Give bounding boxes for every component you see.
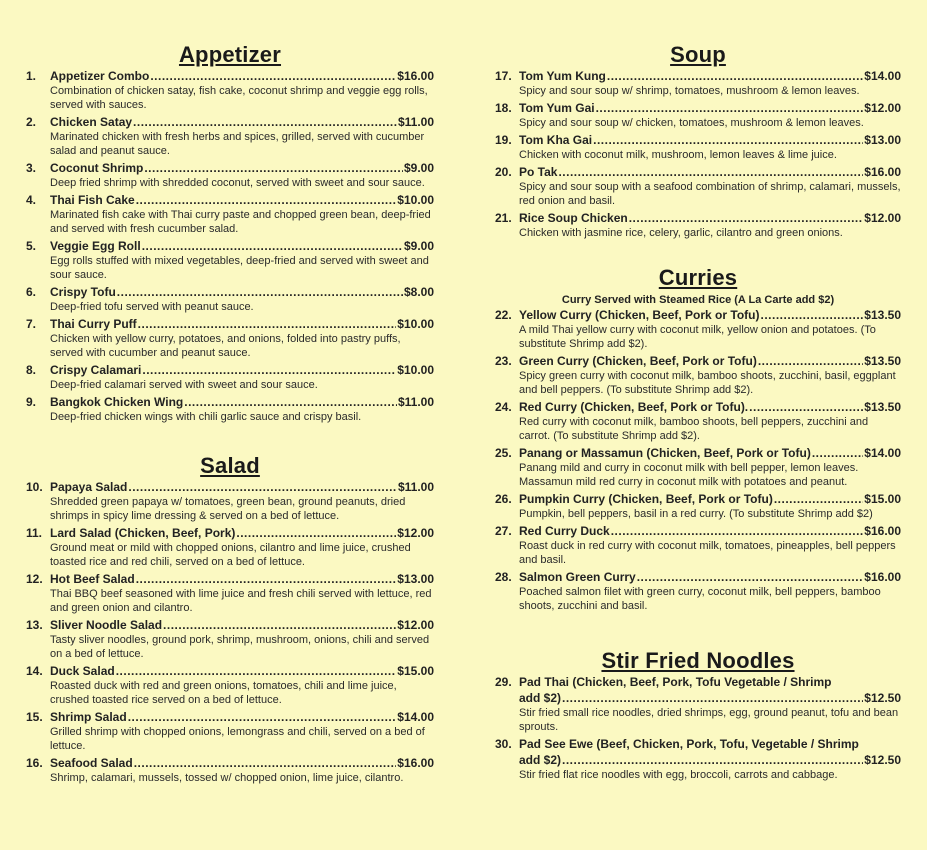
- item-description: Combination of chicken satay, fish cake, coconut shrimp and veggie egg rolls, served with sauces.: [50, 85, 428, 111]
- item-price: $10.00: [397, 363, 434, 377]
- menu-item: [26, 663, 434, 707]
- item-name: Tom Yum Kung: [519, 69, 606, 83]
- item-price: $12.00: [864, 211, 901, 225]
- item-price: $12.00: [864, 101, 901, 115]
- item-description: Marinated fish cake with Thai curry paste and chopped green bean, deep-fried and served with fresh cucumber salad.: [50, 209, 431, 235]
- dot-leader: [637, 569, 864, 585]
- item-price: $13.00: [397, 572, 434, 586]
- item-number: 16.: [26, 756, 43, 770]
- item-number: 18.: [495, 101, 512, 115]
- item-name: Pad See Ewe (Beef, Chicken, Pork, Tofu, Vegetable / Shrimp: [519, 737, 859, 751]
- noodles-list: [495, 674, 901, 782]
- salad-list: [26, 479, 434, 785]
- item-description: Ground meat or mild with chopped onions, cilantro and lime juice, crushed toasted rice and red chili, served on a bed of lettuce.: [50, 542, 411, 568]
- item-name: Lard Salad (Chicken, Beef, Pork): [50, 526, 236, 540]
- item-name: Duck Salad: [50, 664, 115, 678]
- dot-leader: [558, 164, 863, 180]
- item-name: Thai Fish Cake: [50, 193, 135, 207]
- item-description: Chicken with coconut milk, mushroom, lemon leaves & lime juice.: [519, 149, 837, 161]
- item-price: $9.00: [403, 161, 434, 175]
- dot-leader: [758, 353, 863, 369]
- item-number: 6.: [26, 285, 37, 299]
- item-description: Deep-fried calamari served with sweet and sour sauce.: [50, 379, 318, 391]
- item-name-continued: add $2): [519, 753, 562, 767]
- dot-leader: [607, 68, 863, 84]
- item-description: Stir fried small rice noodles, dried shrimps, egg, ground peanut, tofu and bean sprouts.: [519, 707, 899, 733]
- item-name: Veggie Egg Roll: [50, 239, 141, 253]
- dot-leader: [562, 690, 863, 706]
- menu-item: [495, 399, 901, 443]
- item-name: Rice Soup Chicken: [519, 211, 628, 225]
- item-price: $13.00: [864, 133, 901, 147]
- menu-item: [26, 617, 434, 661]
- item-description: Stir fried flat rice noodles with egg, broccoli, carrots and cabbage.: [519, 769, 838, 781]
- dot-leader: [134, 755, 397, 771]
- item-number: 7.: [26, 317, 37, 331]
- item-price: $14.00: [864, 69, 901, 83]
- item-description: Spicy and sour soup with a seafood combination of shrimp, calamari, mussels, red onion and basil.: [519, 181, 901, 207]
- menu-item: [26, 114, 434, 158]
- stir-fried-noodles-section: [495, 648, 901, 784]
- item-price: $11.00: [397, 115, 434, 129]
- item-price: $13.50: [864, 354, 901, 368]
- dot-leader: [774, 491, 863, 507]
- item-price: $8.00: [403, 285, 434, 299]
- dot-leader: [117, 284, 403, 300]
- section-title-appetizer: Appetizer: [178, 42, 282, 67]
- menu-item: [495, 307, 901, 351]
- item-description: Red curry with coconut milk, bamboo shoots, bell peppers, zucchini and carrot. (To substitute Shrimp add $2).: [519, 416, 869, 442]
- item-name: Shrimp Salad: [50, 710, 127, 724]
- menu-item: [26, 525, 434, 569]
- item-description: Deep fried shrimp with shredded coconut, served with sweet and sour sauce.: [50, 177, 425, 189]
- item-name: Red Curry Duck: [519, 524, 610, 538]
- item-description: Roasted duck with red and green onions, tomatoes, chili and lime juice, crushed toasted rice served on a bed of lettuce.: [50, 680, 397, 706]
- item-price: $9.00: [403, 239, 434, 253]
- menu-item: [495, 569, 901, 613]
- item-name: Appetizer Combo: [50, 69, 150, 83]
- item-number: 10.: [26, 480, 43, 494]
- menu-item: [26, 192, 434, 236]
- appetizer-list: [26, 68, 434, 424]
- item-description: Poached salmon filet with green curry, coconut milk, bell peppers, bamboo shoots, zucchini and basil.: [519, 586, 881, 612]
- item-description: Marinated chicken with fresh herbs and spices, grilled, served with cucumber salad and peanut sauce.: [50, 131, 425, 157]
- item-name: Salmon Green Curry: [519, 570, 636, 584]
- menu-item: [26, 68, 434, 112]
- appetizer-section: [26, 42, 434, 426]
- item-name: Pad Thai (Chicken, Beef, Pork, Tofu Vegetable / Shrimp: [519, 675, 832, 689]
- item-description: Tasty sliver noodles, ground pork, shrimp, mushroom, onions, chili and served on a bed of lettuce.: [50, 634, 430, 660]
- menu-item: [26, 755, 434, 785]
- item-name: Yellow Curry (Chicken, Beef, Pork or Tofu): [519, 308, 760, 322]
- menu-item: [495, 445, 901, 489]
- item-number: 14.: [26, 664, 43, 678]
- menu-item: [495, 132, 901, 162]
- dot-leader: [136, 192, 397, 208]
- item-name: Green Curry (Chicken, Beef, Pork or Tofu): [519, 354, 757, 368]
- dot-leader: [562, 752, 863, 768]
- dot-leader: [133, 114, 397, 130]
- item-number: 19.: [495, 133, 512, 147]
- item-name: Coconut Shrimp: [50, 161, 144, 175]
- item-price: $12.50: [864, 753, 901, 767]
- item-price: $16.00: [864, 165, 901, 179]
- item-number: 23.: [495, 354, 512, 368]
- item-name: Thai Curry Puff: [50, 317, 137, 331]
- item-description: Grilled shrimp with chopped onions, lemongrass and chili, served on a bed of lettuce.: [50, 726, 425, 752]
- dot-leader: [142, 362, 396, 378]
- item-name: Seafood Salad: [50, 756, 133, 770]
- item-name: Tom Yum Gai: [519, 101, 595, 115]
- menu-item: [495, 674, 901, 734]
- item-description: Chicken with jasmine rice, celery, garlic, cilantro and green onions.: [519, 227, 843, 239]
- item-number: 29.: [495, 675, 512, 689]
- menu-item: [495, 164, 901, 208]
- menu-item: [495, 523, 901, 567]
- section-title-salad: Salad: [200, 453, 260, 478]
- item-description: Egg rolls stuffed with mixed vegetables, deep-fried and served with sweet and sour sauce.: [50, 255, 429, 281]
- dot-leader: [138, 316, 397, 332]
- dot-leader: [128, 479, 397, 495]
- section-title-soup: Soup: [670, 42, 726, 67]
- item-name: Hot Beef Salad: [50, 572, 135, 586]
- item-number: 30.: [495, 737, 512, 751]
- menu-item: [26, 394, 434, 424]
- item-number: 28.: [495, 570, 512, 584]
- curries-section: [495, 265, 901, 615]
- menu-item: [26, 709, 434, 753]
- dot-leader: [629, 210, 864, 226]
- item-description: Shredded green papaya w/ tomatoes, green bean, ground peanuts, dried shrimps in spicy lime dressing & served on a bed of lettuce.: [50, 496, 406, 522]
- item-description: Thai BBQ beef seasoned with lime juice and fresh chili served with lettuce, red and green onion and cilantro.: [50, 588, 432, 614]
- item-number: 17.: [495, 69, 512, 83]
- dot-leader: [596, 100, 864, 116]
- item-description: Panang mild and curry in coconut milk with bell pepper, lemon leaves. Massamun mild red curry in coconut milk with potatoes and peanut.: [519, 462, 859, 488]
- curries-list: [495, 307, 901, 613]
- item-price: $11.00: [397, 395, 434, 409]
- item-price: $12.00: [397, 618, 434, 632]
- item-description: Spicy green curry with coconut milk, bamboo shoots, zucchini, basil, eggplant and bell peppers. (To substitute Shrimp add $2).: [519, 370, 896, 396]
- item-name: Chicken Satay: [50, 115, 133, 129]
- item-number: 15.: [26, 710, 43, 724]
- dot-leader: [184, 394, 397, 410]
- menu-item: [495, 353, 901, 397]
- item-name: Po Tak: [519, 165, 558, 179]
- item-name: Red Curry (Chicken, Beef, Pork or Tofu).: [519, 400, 749, 414]
- item-number: 20.: [495, 165, 512, 179]
- dot-leader: [236, 525, 396, 541]
- item-name: Crispy Tofu: [50, 285, 116, 299]
- item-price: $13.50: [864, 308, 901, 322]
- section-title-stir-fried-noodles: Stir Fried Noodles: [601, 648, 795, 673]
- item-name: Crispy Calamari: [50, 363, 142, 377]
- menu-item: [495, 68, 901, 98]
- dot-leader: [150, 68, 396, 84]
- menu-item: [495, 210, 901, 240]
- item-price: $16.00: [397, 69, 434, 83]
- dot-leader: [142, 238, 403, 254]
- item-number: 13.: [26, 618, 43, 632]
- dot-leader: [128, 709, 397, 725]
- section-title-curries: Curries: [658, 265, 738, 290]
- item-number: 8.: [26, 363, 37, 377]
- item-description: Roast duck in red curry with coconut milk, tomatoes, pineapples, bell peppers and basil.: [519, 540, 896, 566]
- menu-item: [495, 736, 901, 782]
- item-number: 26.: [495, 492, 512, 506]
- item-price: $12.50: [864, 691, 901, 705]
- item-number: 3.: [26, 161, 37, 175]
- dot-leader: [812, 445, 863, 461]
- item-price: $11.00: [397, 480, 434, 494]
- soup-list: [495, 68, 901, 240]
- item-description: Shrimp, calamari, mussels, tossed w/ chopped onion, lime juice, cilantro.: [50, 772, 404, 784]
- item-number: 25.: [495, 446, 512, 460]
- item-number: 5.: [26, 239, 37, 253]
- item-description: Chicken with yellow curry, potatoes, and onions, folded into pastry puffs, served with cucumber and peanut sauce.: [50, 333, 401, 359]
- item-number: 2.: [26, 115, 37, 129]
- item-name: Panang or Massamun (Chicken, Beef, Pork or Tofu): [519, 446, 811, 460]
- dot-leader: [163, 617, 396, 633]
- salad-section: [26, 453, 434, 787]
- item-price: $10.00: [397, 193, 434, 207]
- menu-item: [495, 100, 901, 130]
- item-number: 12.: [26, 572, 43, 586]
- item-number: 11.: [26, 526, 43, 540]
- item-name: Pumpkin Curry (Chicken, Beef, Pork or Tofu): [519, 492, 773, 506]
- item-description: Spicy and sour soup w/ chicken, tomatoes, mushroom & lemon leaves.: [519, 117, 864, 129]
- item-price: $15.00: [864, 492, 901, 506]
- item-description: Pumpkin, bell peppers, basil in a red curry. (To substitute Shrimp add $2): [519, 508, 873, 520]
- item-price: $14.00: [397, 710, 434, 724]
- item-price: $14.00: [864, 446, 901, 460]
- dot-leader: [761, 307, 864, 323]
- item-price: $12.00: [397, 526, 434, 540]
- item-number: 1.: [26, 69, 37, 83]
- item-name-continued: add $2): [519, 691, 562, 705]
- item-number: 9.: [26, 395, 37, 409]
- dot-leader: [144, 160, 403, 176]
- item-number: 24.: [495, 400, 512, 414]
- dot-leader: [749, 399, 863, 415]
- item-number: 21.: [495, 211, 512, 225]
- item-number: 4.: [26, 193, 37, 207]
- dot-leader: [593, 132, 863, 148]
- menu-item: [26, 160, 434, 190]
- item-number: 22.: [495, 308, 512, 322]
- menu-item: [26, 316, 434, 360]
- menu-item: [26, 479, 434, 523]
- item-name: Sliver Noodle Salad: [50, 618, 163, 632]
- item-description: Deep-fried tofu served with peanut sauce.: [50, 301, 254, 313]
- dot-leader: [611, 523, 864, 539]
- item-price: $16.00: [864, 570, 901, 584]
- item-description: A mild Thai yellow curry with coconut milk, yellow onion and potatoes. (To substitute Shrimp add $2).: [519, 324, 876, 350]
- item-name: Tom Kha Gai: [519, 133, 593, 147]
- menu-item: [26, 284, 434, 314]
- item-description: Deep-fried chicken wings with chili garlic sauce and crispy basil.: [50, 411, 362, 423]
- item-price: $13.50: [864, 400, 901, 414]
- menu-item: [495, 491, 901, 521]
- item-number: 27.: [495, 524, 512, 538]
- dot-leader: [136, 571, 397, 587]
- item-price: $15.00: [397, 664, 434, 678]
- item-price: $16.00: [397, 756, 434, 770]
- menu-item: [26, 238, 434, 282]
- curries-subtitle: Curry Served with Steamed Rice (A La Carte add $2): [561, 294, 835, 306]
- dot-leader: [116, 663, 397, 679]
- soup-section: [495, 42, 901, 242]
- item-description: Spicy and sour soup w/ shrimp, tomatoes, mushroom & lemon leaves.: [519, 85, 860, 97]
- menu-item: [26, 362, 434, 392]
- item-price: $10.00: [397, 317, 434, 331]
- item-name: Bangkok Chicken Wing: [50, 395, 184, 409]
- item-name: Papaya Salad: [50, 480, 128, 494]
- item-price: $16.00: [864, 524, 901, 538]
- menu-item: [26, 571, 434, 615]
